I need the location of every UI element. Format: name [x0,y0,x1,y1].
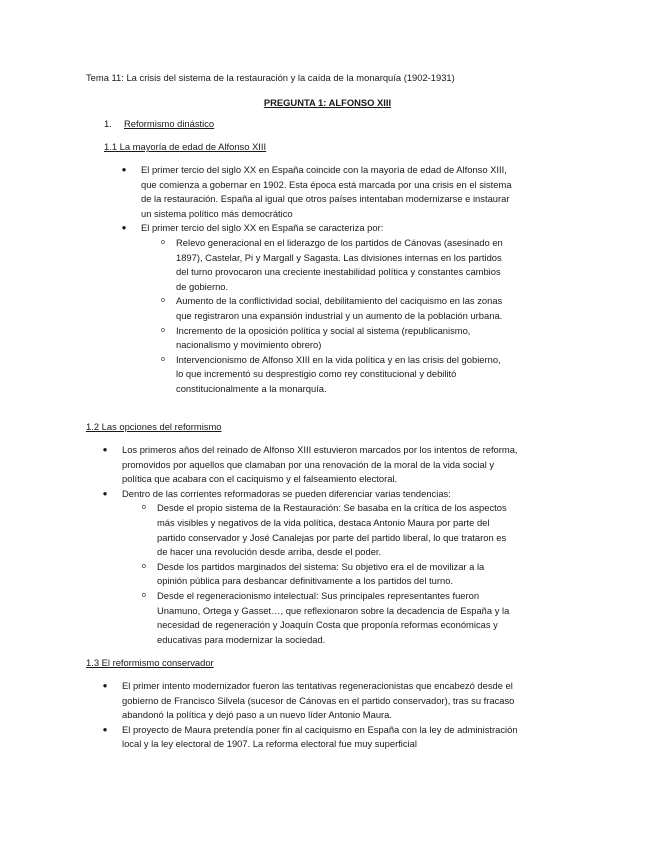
subbullet-icon: o [161,355,165,363]
list-item [142,560,517,589]
section-1-3-heading: 1.3 El reformismo conservador [86,657,214,668]
list-item [161,236,509,294]
question-heading: PREGUNTA 1: ALFONSO XIII [263,97,392,108]
subbullet-icon: o [161,297,165,305]
bullet-icon: ● [102,724,108,734]
bullet-text: Los primeros años del reinado de Alfonso XIII estuvieron marcados por los intentos de reforma, promovidos por aquellos que clamaban por una renovación de la moral de la vida social y política que acabara con el caciquismo y el falseamiento electoral. [122,444,518,485]
list-item [121,163,521,221]
subbullet-text: Aumento de la conflictividad social, debilitamiento del caciquismo en las zonas que registraron una expansión industrial y un aumento de la población urbana. [176,295,503,321]
section-1-2-heading: 1.2 Las opciones del reformismo [86,421,222,432]
list-item [161,324,509,353]
subbullet-text: Intervencionismo de Alfonso XIII en la vida política y en las crisis del gobierno, lo que incrementó su desprestigio como rey constitucional y debilitó constitucionalmente a la monarquía. [176,353,501,394]
bullet-text: El primer tercio del siglo XX en España coincide con la mayoría de edad de Alfonso XIII, que comienza a gobernar en 1902. Esta época está marcada por una crisis en el sistema de la restauración. España al igual que otros países intentaban modernizarse e instaurar un sistema político más democrático [141,164,512,219]
bullet-icon: ● [102,681,108,690]
section-1-2-sublist [142,501,517,647]
subbullet-text: Desde los partidos marginados del sistema: Su objetivo era el de movilizar a la opinión pública para desbancar definitivamente a los partidos del turno. [157,560,485,587]
subbullet-text: Desde el propio sistema de la Restauración: Se basaba en la crítica de los aspectos más visibles y negativos de la vida política, destaca Antonio Maura por parte del partido conservador y José Canalejas por parte del partido liberal, lo que trataron es de hacer una revolución desde arriba, desde el poder. [157,502,507,558]
list-item [102,443,520,487]
section-1-2-list [102,443,520,647]
section-1-1-list [121,163,521,397]
subbullet-text: Incremento de la oposición política y social al sistema (republicanismo, nacionalismo y movimiento obrero) [176,324,471,351]
subbullet-icon: o [161,238,165,246]
bullet-icon: ● [102,445,108,454]
list-item [102,723,520,752]
list-item [161,353,509,397]
bullet-icon: ● [102,488,108,498]
bullet-text: El primer intento modernizador fueron las tentativas regeneracionistas que encabezó desde el gobierno de Francisco Silvela (sucesor de Cánovas en el partido conservador), tras su fracaso abandonó la política y dejó paso a un nuevo líder Antonio Maura. [122,680,515,721]
list-item [102,487,520,648]
section-1-1-heading: 1.1 La mayoría de edad de Alfonso XIII [104,141,267,152]
bullet-text: El primer tercio del siglo XX en España se caracteriza por: [141,222,384,234]
part-heading [104,117,214,132]
list-item [142,501,517,559]
list-item [142,589,517,647]
bullet-text: El proyecto de Maura pretendía poner fin al caciquismo en España con la ley de administración local y la ley electoral de 1907. La reforma electoral fue muy superficial [122,723,518,750]
part-number: 1. [104,118,112,129]
subbullet-icon: o [142,562,146,570]
bullet-icon: ● [121,165,127,174]
document-title: Tema 11: La crisis del sistema de la restauración y la caída de la monarquía (1902-1931) [86,72,455,83]
part-title: Reformismo dinástico [124,118,215,129]
subbullet-text: Desde el regeneracionismo intelectual: Sus principales representantes fueron Unamuno, Ortega y Gasset…, que reflexionaron sobre la decadencia de España y la necesidad de regeneración y Joaquín Costa que proponía reformas económicas y educativas para modernizar la sociedad. [157,589,510,645]
section-1-1-sublist [161,236,509,397]
bullet-text: Dentro de las corrientes reformadoras se pueden diferenciar varias tendencias: [122,487,451,499]
bullet-icon: ● [121,223,127,233]
subbullet-icon: o [142,591,146,599]
subbullet-text: Relevo generacional en el liderazgo de los partidos de Cánovas (asesinado en 1897), Castelar, Pi y Margall y Sagasta. Las divisiones internas en los partidos del turno provocaron una creciente inestabilidad política y constantes cambios de gobierno. [176,236,503,292]
list-item [102,679,520,723]
subbullet-icon: o [142,504,146,512]
list-item [161,294,509,323]
subbullet-icon: o [161,326,165,334]
section-1-3-list [102,679,520,752]
list-item [121,221,521,396]
